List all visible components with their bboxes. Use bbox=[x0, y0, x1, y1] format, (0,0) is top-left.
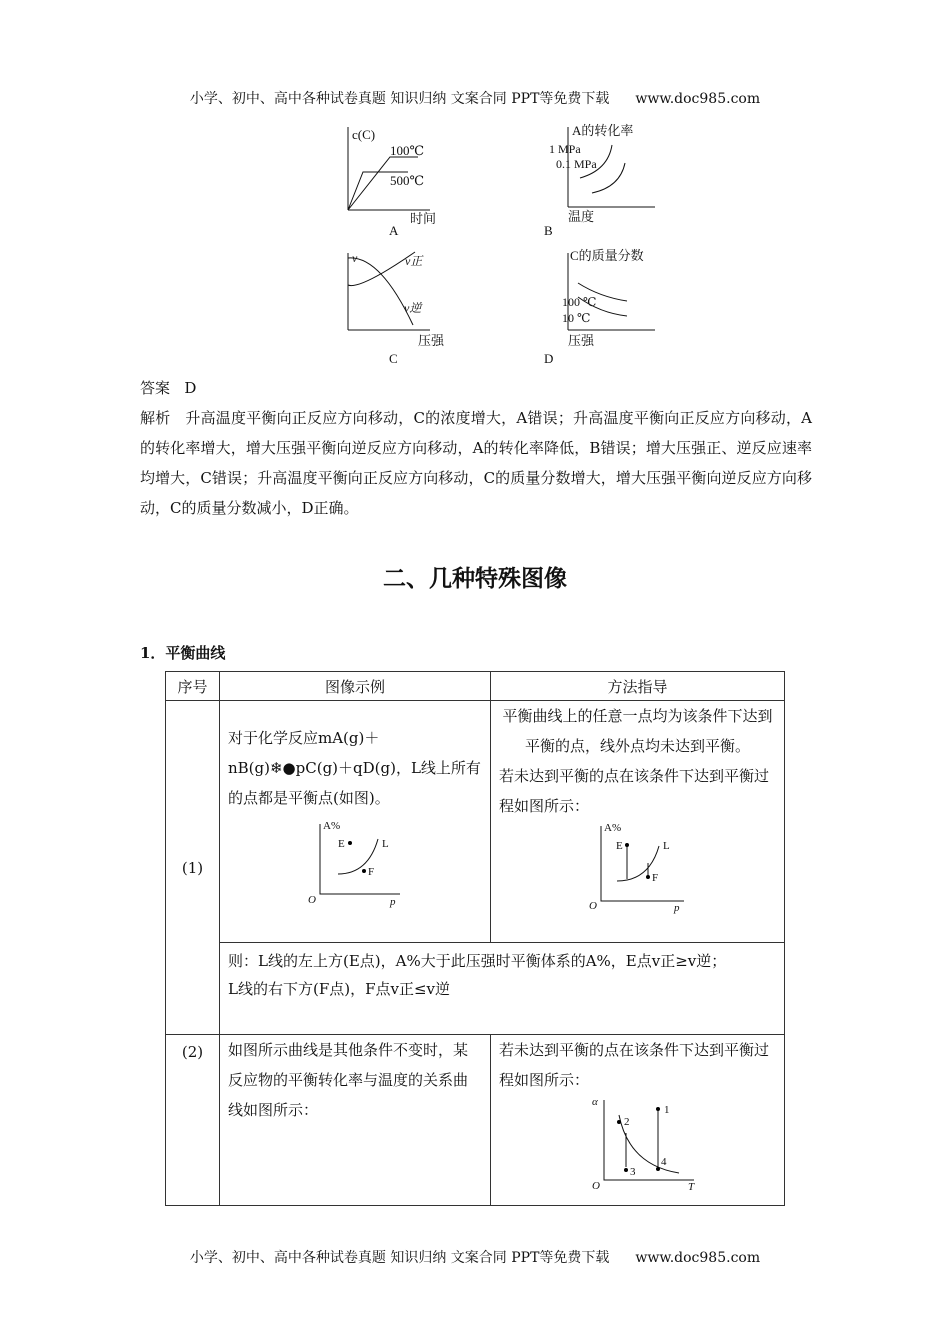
table-row bbox=[166, 701, 785, 943]
fig-a-label-500: 500℃ bbox=[390, 173, 425, 188]
point-3: 3 bbox=[630, 1166, 636, 1178]
footer-site: www.doc985.com bbox=[635, 1250, 761, 1266]
answer bbox=[140, 373, 812, 403]
row-number: (2) bbox=[166, 1035, 220, 1206]
fig-c-caption: C bbox=[389, 351, 398, 366]
fig-a-label-100: 100℃ bbox=[390, 143, 425, 158]
subsection-title: 1．平衡曲线 bbox=[140, 644, 226, 662]
row1-note1: 则：L线的左上方(E点)，A%大于此压强时平衡体系的A%，E点v正≥v逆； bbox=[228, 952, 727, 970]
row1-method bbox=[491, 701, 785, 943]
header-example: 图像示例 bbox=[220, 672, 491, 701]
point-e: E bbox=[616, 840, 623, 852]
graph-x-label: T bbox=[688, 1181, 695, 1193]
fig-a-caption: A bbox=[389, 223, 399, 238]
row1-example-graph bbox=[308, 819, 428, 908]
origin: O bbox=[308, 894, 316, 906]
fig-b-label-1mpa: 1 MPa bbox=[549, 142, 581, 156]
table-row bbox=[166, 1035, 785, 1206]
section-title: 二、几种特殊图像 bbox=[383, 566, 567, 592]
analysis-text: 升高温度平衡向正反应方向移动，C的浓度增大，A错误；升高温度平衡向正反应方向移动，A的转化率增大，增大压强平衡向逆反应方向移动，A的转化率降低，B错误；增大压强正、逆反应速率均增大，C错误；升高温度平衡向正反应方向移动，C的质量分数增大，增大压强平衡向逆反应方向移动，C的质量分数减小，D正确。 bbox=[140, 409, 812, 517]
graph-y-label: α bbox=[592, 1096, 598, 1108]
origin: O bbox=[589, 900, 597, 912]
origin: O bbox=[592, 1180, 600, 1192]
fig-a-ylabel: c(C) bbox=[352, 127, 376, 142]
point-e: E bbox=[338, 838, 345, 850]
fig-d-label-10: 10 ℃ bbox=[562, 311, 591, 325]
row-number: (1) bbox=[166, 701, 220, 1035]
fig-c-xlabel: 压强 bbox=[418, 333, 445, 348]
page-footer bbox=[0, 1247, 950, 1267]
point-1: 1 bbox=[664, 1104, 670, 1116]
graph-y-label: A% bbox=[604, 822, 622, 834]
point-f: F bbox=[652, 872, 659, 884]
curve-l: L bbox=[663, 840, 670, 852]
row1-note bbox=[220, 943, 785, 1035]
fig-d-xlabel: 压强 bbox=[568, 333, 595, 348]
header-method: 方法指导 bbox=[491, 672, 785, 701]
fig-b-caption: B bbox=[544, 223, 553, 238]
fig-c-label-vforward: v正 bbox=[405, 254, 423, 268]
row1-method-text1: 平衡曲线上的任意一点均为该条件下达到平衡的点，线外点均未达到平衡。 bbox=[502, 707, 773, 755]
page-header bbox=[0, 88, 950, 108]
row2-example-text: 如图所示曲线是其他条件不变时，某反应物的平衡转化率与温度的关系曲线如图所示： bbox=[220, 1035, 491, 1206]
point-4: 4 bbox=[661, 1156, 667, 1168]
fig-b-label-01mpa: 0.1 MPa bbox=[556, 157, 597, 171]
row1-example bbox=[220, 701, 491, 943]
fig-a-xlabel: 时间 bbox=[410, 211, 437, 226]
header-text: 小学、初中、高中各种试卷真题 知识归纳 文案合同 PPT等免费下载 bbox=[189, 91, 610, 107]
fig-d-caption: D bbox=[544, 351, 554, 366]
graph-y-label: A% bbox=[323, 820, 341, 832]
table-row-note bbox=[166, 943, 785, 1035]
analysis bbox=[140, 403, 812, 523]
fig-b-xlabel: 温度 bbox=[568, 209, 595, 224]
point-2: 2 bbox=[624, 1116, 630, 1128]
table-header-row bbox=[166, 672, 785, 701]
graph-x-label: p bbox=[390, 896, 396, 908]
answer-label: 答案 bbox=[140, 379, 171, 397]
fig-d-label-100: 100 ℃ bbox=[562, 295, 597, 309]
row1-method-graph bbox=[589, 821, 709, 914]
fig-d-ylabel: C的质量分数 bbox=[570, 248, 644, 263]
row1-method-text2: 若未达到平衡的点在该条件下达到平衡过程如图所示： bbox=[499, 767, 770, 815]
header-site: www.doc985.com bbox=[635, 91, 761, 107]
figures-abcd bbox=[330, 115, 644, 370]
fig-c-ylabel: v bbox=[352, 251, 358, 265]
row1-example-text: 对于化学反应mA(g)＋nB(g)❄●pC(g)＋qD(g)，L线上所有的点都是平衡点(如图)。 bbox=[228, 729, 481, 807]
fig-b-ylabel: A的转化率 bbox=[572, 123, 634, 138]
analysis-label: 解析 bbox=[140, 409, 171, 427]
row2-method-text: 若未达到平衡的点在该条件下达到平衡过程如图所示： bbox=[499, 1041, 770, 1089]
row2-method-graph bbox=[584, 1095, 704, 1193]
curve-l: L bbox=[382, 838, 389, 850]
row2-method bbox=[491, 1035, 785, 1206]
fig-c-label-vreverse: v逆 bbox=[404, 301, 422, 315]
answer-value: D bbox=[184, 379, 197, 397]
footer-text: 小学、初中、高中各种试卷真题 知识归纳 文案合同 PPT等免费下载 bbox=[189, 1250, 610, 1266]
balance-curve-table bbox=[165, 671, 785, 1206]
header-no: 序号 bbox=[166, 672, 220, 701]
graph-x-label: p bbox=[674, 902, 680, 914]
point-f: F bbox=[368, 866, 375, 878]
row1-note2: L线的右下方(F点)，F点v正≤v逆 bbox=[228, 980, 450, 998]
